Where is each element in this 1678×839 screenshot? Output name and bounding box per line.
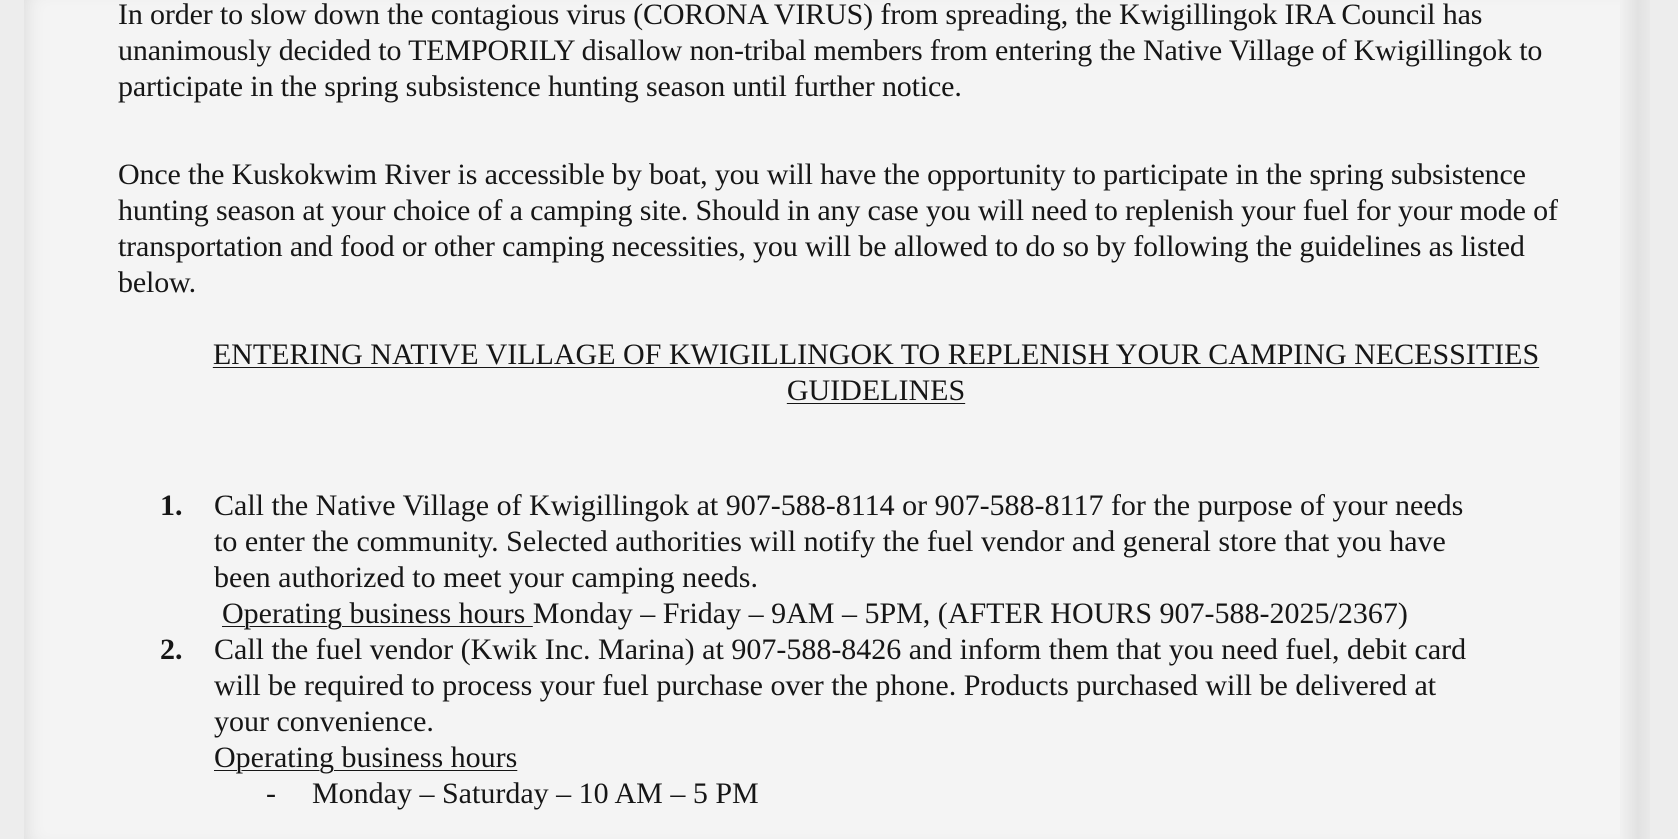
schedule-text: Monday – Saturday – 10 AM – 5 PM [312,777,759,810]
item-text-line: will be required to process your fuel purchase over the phone. Products purchased will be delivered at [214,669,1437,702]
operating-hours-label: Operating business hours [222,597,533,630]
intro-paragraph: In order to slow down the contagious virus (CORONA VIRUS) from spreading, the Kwigillingok IRA Council has unanimously decided to TEMPORILY disallow non-tribal members from entering the Native Village of Kwigillingok to participate in the spring subsistence hunting season until further notice. [118,0,1543,103]
bullet-dash: - [266,777,276,810]
item-text-line: been authorized to meet your camping needs. [214,561,758,594]
item-text-line: to enter the community. Selected authorities will notify the fuel vendor and general store that you have [214,525,1446,558]
operating-hours-text: Monday – Friday – 9AM – 5PM, (AFTER HOURS 907-588-2025/2367) [532,597,1408,630]
item-text-line: Call the fuel vendor (Kwik Inc. Marina) at 907-588-8426 and inform them that you need fuel, debit card [214,633,1467,666]
list-item [160,488,1620,632]
item-number: 2. [160,633,183,666]
guidelines-intro-paragraph: Once the Kuskokwim River is accessible by boat, you will have the opportunity to participate in the spring subsistence hunting season at your choice of a camping site. Should in any case you will need to replenish your fuel for your mode of transportation and food or other camping necessities, you will be allowed to do so by following the guidelines as listed below. [118,158,1558,299]
list-item [160,632,1620,812]
item-text-line: Call the Native Village of Kwigillingok at 907-588-8114 or 907-588-8117 for the purpose of your needs [214,489,1464,522]
scanned-page [24,0,1650,839]
item-number: 1. [160,489,183,522]
page-edge-shadow [1620,0,1650,839]
guidelines-list [160,488,1620,812]
guidelines-heading: ENTERING NATIVE VILLAGE OF KWIGILLINGOK TO REPLENISH YOUR CAMPING NECESSITIES GUIDELINES [212,338,1540,407]
item-text-line: your convenience. [214,705,434,738]
operating-hours-line [214,596,1620,632]
schedule-row [214,776,1620,812]
operating-hours-label: Operating business hours [214,741,518,774]
